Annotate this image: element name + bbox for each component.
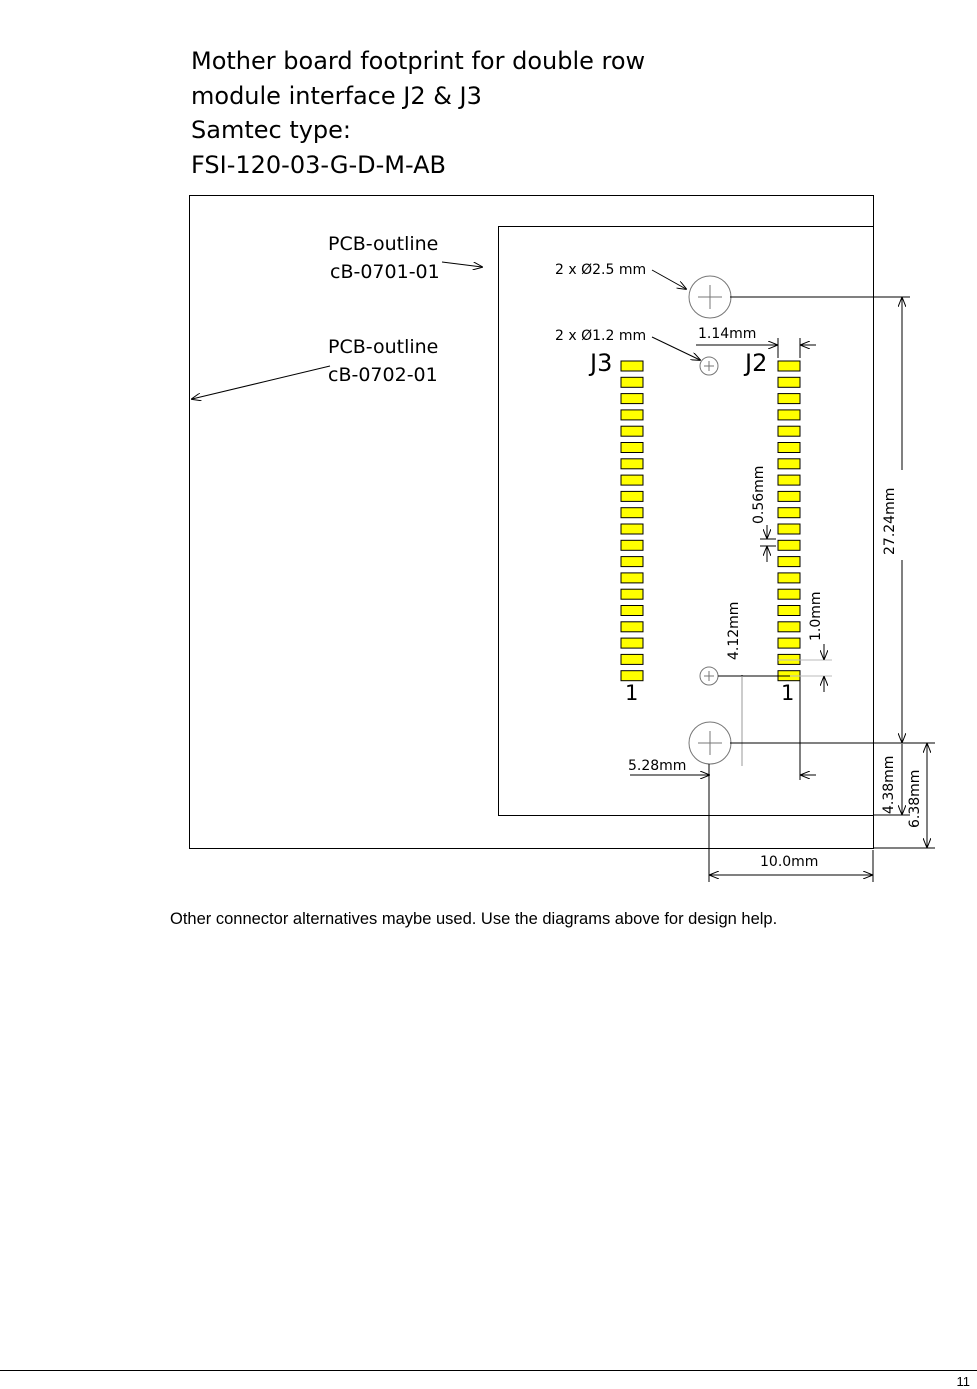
footer-rule (0, 1370, 977, 1371)
pad-j3-16 (621, 426, 643, 436)
pad-j3-4 (621, 622, 643, 632)
pad-j3-6 (621, 589, 643, 599)
pad-j2-16 (778, 426, 800, 436)
pad-j3-9 (621, 540, 643, 550)
hole-large-leader (652, 270, 686, 289)
pad-j3-1 (621, 671, 643, 681)
pad-j3-12 (621, 491, 643, 501)
pad-j2-4 (778, 622, 800, 632)
connector-j2-label: J2 (745, 349, 768, 377)
dim-span-total-label: 27.24mm (882, 487, 898, 555)
pad-j3-18 (621, 394, 643, 404)
pad-j3-20 (621, 361, 643, 371)
pad-j3-17 (621, 410, 643, 420)
caption: Other connector alternatives maybe used. Use the diagrams above for design help. (170, 910, 778, 928)
pin1-j2-label: 1 (781, 681, 795, 705)
pad-j2-3 (778, 638, 800, 648)
hole-large-bottom (689, 722, 731, 764)
pad-j2-18 (778, 394, 800, 404)
hole-small-bottom (700, 667, 718, 685)
pad-j3-7 (621, 573, 643, 583)
outline-board-small (499, 227, 874, 816)
pad-j3-2 (621, 654, 643, 664)
pad-j2-11 (778, 508, 800, 518)
pad-j2-12 (778, 491, 800, 501)
outline-2-leader (192, 366, 330, 399)
connector-j3-label: J3 (590, 349, 613, 377)
pad-j3-15 (621, 443, 643, 453)
pad-j2-13 (778, 475, 800, 485)
pad-j3-13 (621, 475, 643, 485)
title-line-1: Mother board footprint for double row (191, 47, 646, 75)
pad-j2-20 (778, 361, 800, 371)
dim-outer-bottom-label: 6.38mm (907, 769, 923, 828)
pad-j2-7 (778, 573, 800, 583)
hole-large-top (689, 276, 731, 318)
title-line-4: FSI-120-03-G-D-M-AB (191, 150, 447, 179)
pad-j2-6 (778, 589, 800, 599)
title-line-2: module interface J2 & J3 (191, 81, 482, 110)
outline-2-label-a: PCB-outline (328, 336, 439, 358)
connector-j3-pads (621, 361, 643, 681)
dim-pitch-y-label: 1.0mm (808, 591, 824, 641)
outline-1-leader (442, 262, 482, 267)
pad-j3-19 (621, 377, 643, 387)
outline-1-label-a: PCB-outline (328, 233, 439, 255)
dim-pad-gap (760, 525, 776, 562)
pad-j2-10 (778, 524, 800, 534)
title-line-3: Samtec type: (191, 116, 352, 144)
pad-j2-15 (778, 443, 800, 453)
pad-j2-8 (778, 557, 800, 567)
pad-j2-17 (778, 410, 800, 420)
pad-j2-9 (778, 540, 800, 550)
dim-hole-offset-x-label: 5.28mm (628, 758, 687, 774)
outline-1-label-b: cB-0701-01 (330, 261, 440, 283)
dim-outer-right-label: 10.0mm (760, 854, 819, 870)
hole-small-label: 2 x Ø1.2 mm (555, 328, 647, 344)
pad-j2-5 (778, 606, 800, 616)
pin1-j3-label: 1 (625, 681, 639, 705)
pad-j2-19 (778, 377, 800, 387)
connector-j2-pads (778, 361, 800, 681)
hole-small-leader (652, 337, 700, 360)
pad-j2-2 (778, 654, 800, 664)
outline-2-label-b: cB-0702-01 (328, 364, 438, 386)
pad-j3-8 (621, 557, 643, 567)
pad-j3-3 (621, 638, 643, 648)
hole-large-label: 2 x Ø2.5 mm (555, 262, 647, 278)
dim-pitch-x-label: 1.14mm (698, 326, 757, 342)
pad-j3-5 (621, 606, 643, 616)
pad-j3-10 (621, 524, 643, 534)
page-number: 11 (956, 1374, 970, 1389)
dim-hole-offset-y-label: 4.12mm (726, 601, 742, 660)
hole-small-top (700, 357, 718, 375)
outline-board-large (190, 196, 874, 849)
dim-inner-bottom-label: 4.38mm (881, 755, 897, 814)
pad-j3-14 (621, 459, 643, 469)
dim-pad-gap-label: 0.56mm (751, 465, 767, 524)
pad-j3-11 (621, 508, 643, 518)
pad-j2-14 (778, 459, 800, 469)
